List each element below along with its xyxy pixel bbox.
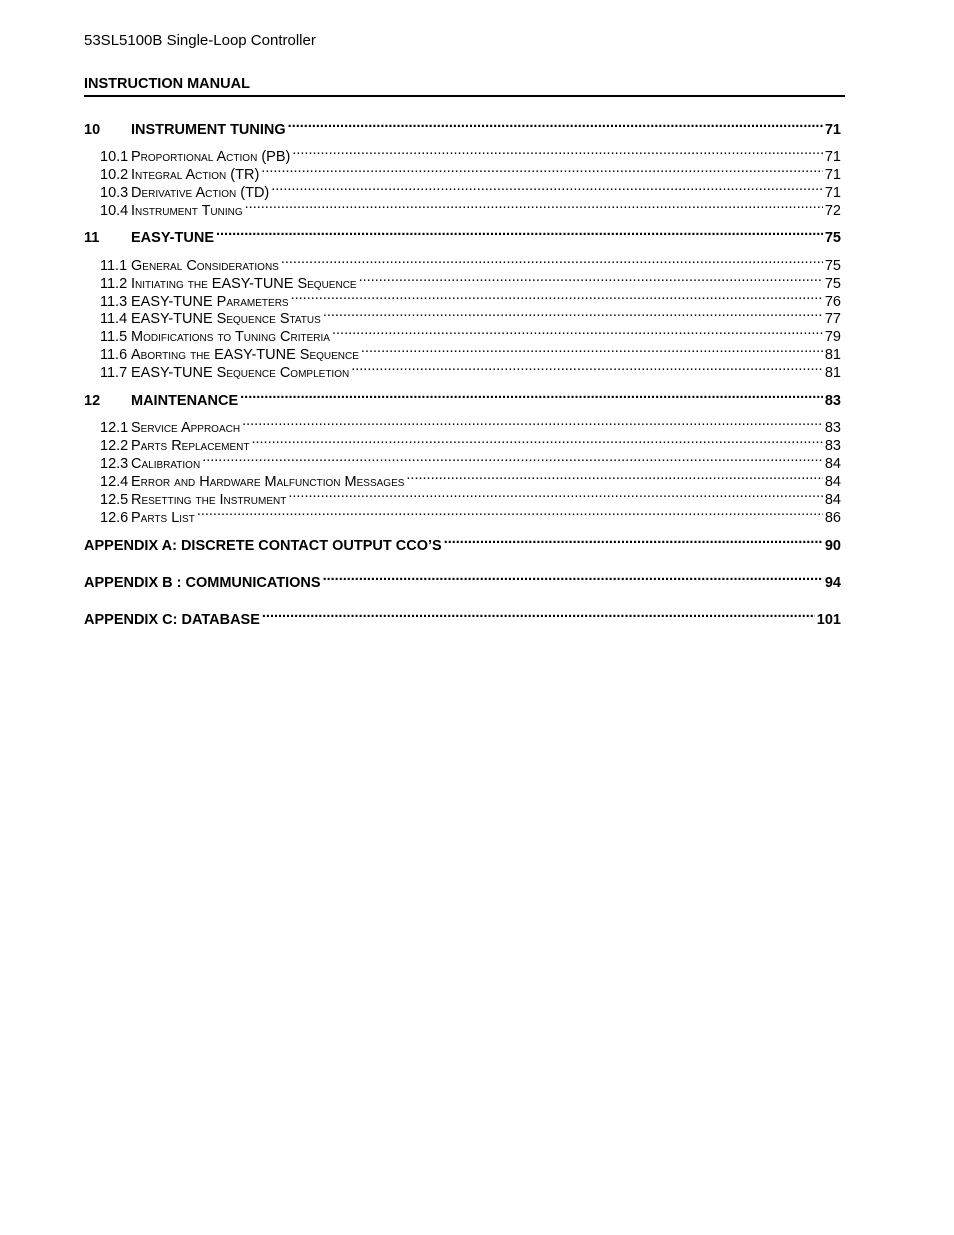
toc-entry-title: Integral Action (TR) <box>131 167 260 183</box>
toc-entry-page-number: 79 <box>824 329 841 345</box>
toc-dot-leader <box>202 450 823 468</box>
toc-entry-number: 11.6 <box>100 347 128 363</box>
toc-entry[interactable] <box>84 224 841 247</box>
toc-dot-leader <box>351 359 823 377</box>
toc-entry-title: Initiating the EASY-TUNE Sequence <box>131 276 357 292</box>
toc-entry-page-number: 84 <box>824 474 841 490</box>
toc-entry[interactable] <box>84 359 841 382</box>
toc-dot-leader <box>359 270 823 288</box>
toc-entry-number: 11.2 <box>100 276 128 292</box>
toc-entry-title: APPENDIX C: DATABASE <box>84 612 260 628</box>
section-header: INSTRUCTION MANUAL <box>84 75 845 97</box>
toc-entry-number: 10 <box>84 122 101 138</box>
toc-dot-leader <box>332 323 823 341</box>
toc-dot-leader <box>281 252 823 270</box>
toc-entry-title: EASY-TUNE Sequence Status <box>131 311 321 327</box>
toc-entry-page-number: 72 <box>824 203 841 219</box>
toc-dot-leader <box>323 305 823 323</box>
toc-entry-number: 12.4 <box>100 474 129 490</box>
toc-entry-page-number: 83 <box>824 393 841 409</box>
toc-entry-page-number: 81 <box>824 347 841 363</box>
toc-entry-title: Parts Replacement <box>131 438 250 454</box>
document-title: 53SL5100B Single-Loop Controller <box>84 32 316 49</box>
toc-entry[interactable] <box>84 197 841 220</box>
toc-dot-leader <box>323 569 823 587</box>
toc-entry-title: APPENDIX A: DISCRETE CONTACT OUTPUT CCO’S <box>84 538 442 554</box>
toc-dot-leader <box>406 468 822 486</box>
toc-entry-page-number: 75 <box>824 230 841 246</box>
toc-entry-number: 11.4 <box>100 311 128 327</box>
toc-entry-number: 11.1 <box>100 258 128 274</box>
toc-dot-leader <box>271 179 823 197</box>
toc-entry-page-number: 90 <box>824 538 841 554</box>
toc-entry-title: Service Approach <box>131 420 241 436</box>
toc-dot-leader <box>288 486 823 504</box>
toc-dot-leader <box>240 387 823 405</box>
toc-entry-number: 11 <box>84 230 100 246</box>
toc-entry-page-number: 71 <box>824 149 841 165</box>
toc-entry-title: INSTRUMENT TUNING <box>131 122 286 138</box>
toc-entry[interactable] <box>84 387 841 410</box>
toc-entry-page-number: 71 <box>824 122 841 138</box>
toc-entry-page-number: 77 <box>824 311 841 327</box>
toc-entry-number: 11.3 <box>100 294 128 310</box>
toc-entry-title: MAINTENANCE <box>131 393 239 409</box>
toc-dot-leader <box>197 504 823 522</box>
toc-entry-page-number: 71 <box>824 185 841 201</box>
toc-entry-number: 12.1 <box>100 420 129 436</box>
toc-entry-title: APPENDIX B : COMMUNICATIONS <box>84 575 321 591</box>
toc-entry-number: 11.7 <box>100 365 128 381</box>
toc-entry[interactable] <box>84 504 841 527</box>
toc-entry[interactable] <box>84 116 841 139</box>
toc-entry-number: 11.5 <box>100 329 128 345</box>
toc-entry-page-number: 75 <box>824 276 841 292</box>
toc-entry-number: 12.3 <box>100 456 129 472</box>
toc-entry-title: EASY-TUNE Parameters <box>131 294 289 310</box>
toc-entry-title: Aborting the EASY-TUNE Sequence <box>131 347 359 363</box>
toc-entry[interactable] <box>84 569 841 592</box>
toc-entry-title: Resetting the Instrument <box>131 492 287 508</box>
toc-entry-page-number: 75 <box>824 258 841 274</box>
toc-dot-leader <box>216 224 823 242</box>
toc-dot-leader <box>291 288 823 306</box>
toc-dot-leader <box>361 341 823 359</box>
toc-entry[interactable] <box>84 606 841 629</box>
toc-entry-number: 10.1 <box>100 149 129 165</box>
toc-entry-page-number: 86 <box>824 510 841 526</box>
toc-entry-title: General Considerations <box>131 258 279 274</box>
toc-entry-page-number: 94 <box>824 575 841 591</box>
toc-entry-page-number: 83 <box>824 438 841 454</box>
toc-entry-title: Error and Hardware Malfunction Messages <box>131 474 405 490</box>
toc-entry-title: Calibration <box>131 456 201 472</box>
toc-entry-number: 10.2 <box>100 167 129 183</box>
toc-entry-number: 12.6 <box>100 510 129 526</box>
toc-entry-page-number: 84 <box>824 492 841 508</box>
toc-entry-page-number: 76 <box>824 294 841 310</box>
toc-dot-leader <box>292 143 823 161</box>
toc-dot-leader <box>288 116 823 134</box>
toc-entry[interactable] <box>84 532 841 555</box>
toc-entry-number: 12 <box>84 393 101 409</box>
toc-entry-number: 10.3 <box>100 185 129 201</box>
toc-entry-page-number: 84 <box>824 456 841 472</box>
toc-entry-number: 10.4 <box>100 203 129 219</box>
toc-entry-title: EASY-TUNE <box>131 230 214 246</box>
toc-dot-leader <box>251 432 822 450</box>
toc-dot-leader <box>242 414 823 432</box>
toc-entry-page-number: 81 <box>824 365 841 381</box>
toc-entry-title: Parts List <box>131 510 195 526</box>
toc-entry-page-number: 71 <box>824 167 841 183</box>
toc-entry-title: EASY-TUNE Sequence Completion <box>131 365 350 381</box>
toc-dot-leader <box>261 161 823 179</box>
toc-entry-title: Instrument Tuning <box>131 203 243 219</box>
toc-entry-page-number: 101 <box>816 612 841 628</box>
toc-entry-page-number: 83 <box>824 420 841 436</box>
toc-dot-leader <box>245 197 823 215</box>
toc-entry-title: Derivative Action (TD) <box>131 185 270 201</box>
toc-entry-number: 12.2 <box>100 438 129 454</box>
toc-dot-leader <box>262 606 815 624</box>
toc-entry-title: Proportional Action (PB) <box>131 149 291 165</box>
toc-entry-number: 12.5 <box>100 492 129 508</box>
toc-entry-title: Modifications to Tuning Criteria <box>131 329 330 345</box>
toc-dot-leader <box>444 532 823 550</box>
